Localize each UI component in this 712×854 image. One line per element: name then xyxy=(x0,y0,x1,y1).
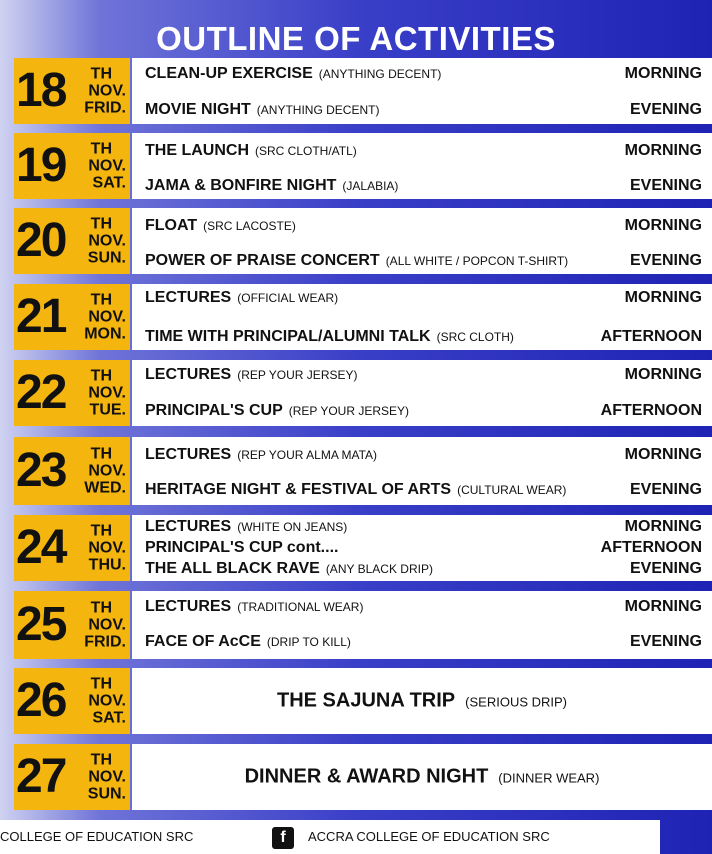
dress-code: (REP YOUR JERSEY) xyxy=(288,404,410,418)
date-box xyxy=(14,133,130,199)
date-meta xyxy=(84,292,126,343)
date-meta xyxy=(88,141,126,192)
events-panel xyxy=(132,437,712,505)
day-suffix: TH xyxy=(90,215,112,233)
event-name: JAMA & BONFIRE NIGHT xyxy=(145,177,337,194)
day-suffix: TH xyxy=(90,367,112,385)
dress-code: (DRIP TO KILL) xyxy=(266,635,351,649)
event-time: MORNING xyxy=(624,65,702,82)
event-name: CLEAN-UP EXERCISE xyxy=(145,65,313,82)
month-label: NOV. xyxy=(88,768,126,786)
weekday-label: WED. xyxy=(84,479,126,497)
events-panel xyxy=(132,360,712,426)
footer-facebook-handle: ACCRA COLLEGE OF EDUCATION SRC xyxy=(308,829,550,844)
month-label: NOV. xyxy=(88,616,126,634)
event-time: EVENING xyxy=(629,101,702,118)
event-line xyxy=(145,632,702,652)
weekday-label: TUE. xyxy=(89,401,126,419)
day-number: 21 xyxy=(16,290,66,343)
event-line xyxy=(145,288,702,308)
date-meta xyxy=(88,368,126,419)
day-number: 27 xyxy=(16,750,66,803)
event-time: EVENING xyxy=(629,481,702,498)
weekday-label: SUN. xyxy=(87,249,126,267)
month-label: NOV. xyxy=(88,692,126,710)
events-panel xyxy=(132,58,712,124)
event-time: EVENING xyxy=(629,560,702,577)
date-meta xyxy=(88,523,126,574)
events-panel xyxy=(132,515,712,581)
day-number: 20 xyxy=(16,214,66,267)
event-time: AFTERNOON xyxy=(600,539,702,556)
event-name: HERITAGE NIGHT & FESTIVAL OF ARTS xyxy=(145,481,452,498)
event-name: LECTURES xyxy=(145,366,232,383)
day-row-25 xyxy=(14,591,712,659)
event-name: LECTURES xyxy=(145,598,232,615)
event-line xyxy=(145,327,702,347)
event-name: LECTURES xyxy=(145,289,232,306)
events-panel xyxy=(132,668,712,734)
day-suffix: TH xyxy=(90,445,112,463)
dress-code: (ALL WHITE / POPCON T-SHIRT) xyxy=(385,254,569,268)
dress-code: (SRC LACOSTE) xyxy=(203,219,296,233)
event-line xyxy=(145,480,702,500)
date-box xyxy=(14,208,130,274)
event-line xyxy=(145,401,702,421)
month-label: NOV. xyxy=(88,157,126,175)
day-suffix: TH xyxy=(90,522,112,540)
event-time: MORNING xyxy=(624,366,702,383)
event-time: AFTERNOON xyxy=(600,328,702,345)
date-box xyxy=(14,668,130,734)
footer-bar xyxy=(0,820,660,854)
day-row-20 xyxy=(14,208,712,274)
month-label: NOV. xyxy=(88,232,126,250)
events-panel xyxy=(132,208,712,274)
day-row-27 xyxy=(14,744,712,810)
dress-code: (ANYTHING DECENT) xyxy=(318,67,442,81)
weekday-label: FRID. xyxy=(84,633,126,651)
dress-code: (OFFICIAL WEAR) xyxy=(237,291,339,305)
date-box xyxy=(14,515,130,581)
month-label: NOV. xyxy=(88,308,126,326)
events-panel xyxy=(132,284,712,350)
day-number: 24 xyxy=(16,521,66,574)
dress-code: (REP YOUR JERSEY) xyxy=(237,368,358,382)
dress-code: (ANY BLACK DRIP) xyxy=(325,562,433,576)
date-meta xyxy=(88,752,126,803)
event-name: LECTURES xyxy=(145,518,232,535)
event-time: MORNING xyxy=(624,518,702,535)
day-row-26 xyxy=(14,668,712,734)
day-row-22 xyxy=(14,360,712,426)
event-name: DINNER & AWARD NIGHT xyxy=(244,765,489,788)
event-line xyxy=(132,766,712,789)
event-line xyxy=(132,690,712,713)
event-name: PRINCIPAL'S CUP xyxy=(145,402,283,419)
event-time: EVENING xyxy=(629,252,702,269)
date-meta xyxy=(88,676,126,727)
date-box xyxy=(14,437,130,505)
event-line xyxy=(145,559,702,579)
footer-left-text: COLLEGE OF EDUCATION SRC xyxy=(0,829,194,844)
event-line xyxy=(145,445,702,465)
day-row-24 xyxy=(14,515,712,581)
event-line xyxy=(145,100,702,120)
dress-code: (SRC CLOTH/ATL) xyxy=(255,144,357,158)
event-name: PRINCIPAL'S CUP cont.... xyxy=(145,539,339,556)
dress-code: (JALABIA) xyxy=(342,179,399,193)
page-title: OUTLINE OF ACTIVITIES xyxy=(156,20,556,57)
events-panel xyxy=(132,591,712,659)
day-number: 18 xyxy=(16,64,66,117)
event-line xyxy=(145,216,702,236)
date-meta xyxy=(84,600,126,651)
event-time: MORNING xyxy=(624,217,702,234)
event-name: THE ALL BLACK RAVE xyxy=(145,560,320,577)
event-line xyxy=(145,365,702,385)
event-time: MORNING xyxy=(624,289,702,306)
event-line xyxy=(145,251,702,271)
date-box xyxy=(14,58,130,124)
month-label: NOV. xyxy=(88,539,126,557)
dress-code: (DINNER WEAR) xyxy=(498,770,600,786)
weekday-label: FRID. xyxy=(84,99,126,117)
dress-code: (CULTURAL WEAR) xyxy=(457,483,567,497)
month-label: NOV. xyxy=(88,384,126,402)
weekday-label: SUN. xyxy=(87,785,126,803)
event-name: TIME WITH PRINCIPAL/ALUMNI TALK xyxy=(145,328,431,345)
date-box xyxy=(14,360,130,426)
day-row-21 xyxy=(14,284,712,350)
day-suffix: TH xyxy=(90,675,112,693)
event-name: MOVIE NIGHT xyxy=(145,101,251,118)
event-time: MORNING xyxy=(624,446,702,463)
day-number: 19 xyxy=(16,139,66,192)
date-box xyxy=(14,591,130,659)
events-panel xyxy=(132,133,712,199)
date-box xyxy=(14,284,130,350)
events-panel xyxy=(132,744,712,810)
date-meta xyxy=(88,216,126,267)
event-line xyxy=(145,64,702,84)
day-number: 23 xyxy=(16,444,66,497)
weekday-label: SAT. xyxy=(92,709,126,727)
day-number: 26 xyxy=(16,674,66,727)
event-line xyxy=(145,141,702,161)
date-meta xyxy=(84,66,126,117)
month-label: NOV. xyxy=(88,82,126,100)
event-line xyxy=(145,176,702,196)
date-meta xyxy=(84,446,126,497)
day-suffix: TH xyxy=(90,751,112,769)
weekday-label: THU. xyxy=(88,556,126,574)
dress-code: (TRADITIONAL WEAR) xyxy=(237,600,364,614)
day-suffix: TH xyxy=(90,65,112,83)
dress-code: (ANYTHING DECENT) xyxy=(256,103,380,117)
event-time: MORNING xyxy=(624,142,702,159)
event-line xyxy=(145,538,702,558)
day-row-23 xyxy=(14,437,712,505)
day-row-19 xyxy=(14,133,712,199)
facebook-icon: f xyxy=(272,827,294,849)
event-name: LECTURES xyxy=(145,446,232,463)
day-row-18 xyxy=(14,58,712,124)
day-number: 25 xyxy=(16,598,66,651)
event-name: FACE OF AcCE xyxy=(145,633,261,650)
event-name: POWER OF PRAISE CONCERT xyxy=(145,252,380,269)
day-number: 22 xyxy=(16,366,66,419)
event-line xyxy=(145,597,702,617)
day-suffix: TH xyxy=(90,291,112,309)
event-line xyxy=(145,517,702,537)
event-name: FLOAT xyxy=(145,217,198,234)
event-time: EVENING xyxy=(629,633,702,650)
dress-code: (WHITE ON JEANS) xyxy=(237,520,348,534)
dress-code: (SRC CLOTH) xyxy=(436,330,514,344)
event-time: EVENING xyxy=(629,177,702,194)
day-suffix: TH xyxy=(90,599,112,617)
day-suffix: TH xyxy=(90,140,112,158)
weekday-label: MON. xyxy=(84,325,126,343)
event-name: THE LAUNCH xyxy=(145,142,249,159)
event-name: THE SAJUNA TRIP xyxy=(276,689,456,712)
date-box xyxy=(14,744,130,810)
event-time: MORNING xyxy=(624,598,702,615)
weekday-label: SAT. xyxy=(92,174,126,192)
dress-code: (SERIOUS DRIP) xyxy=(465,694,567,710)
event-time: AFTERNOON xyxy=(600,402,702,419)
month-label: NOV. xyxy=(88,462,126,480)
dress-code: (REP YOUR ALMA MATA) xyxy=(237,448,378,462)
